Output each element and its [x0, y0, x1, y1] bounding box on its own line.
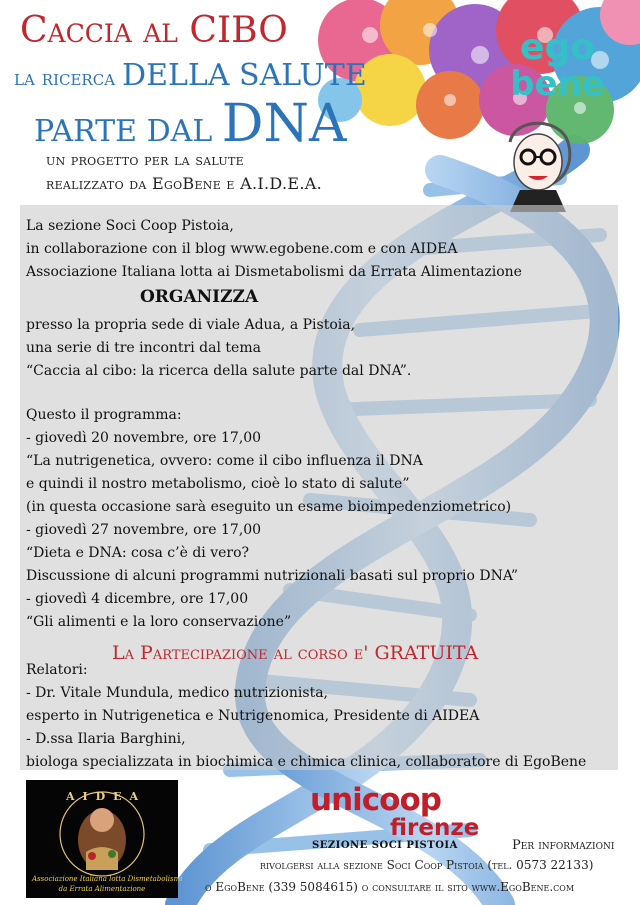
sezione-soci-label: SEZIONE SOCI PISTOIA [312, 840, 458, 851]
details-line: una serie di tre incontri dal tema [26, 340, 261, 356]
egobene-logo [490, 27, 625, 105]
speakers-line: biologa specializzata in biochimica e chimica clinica, collaboratore di EgoBene [26, 754, 587, 770]
aidea-letter: E [113, 790, 122, 803]
program-line: - giovedì 20 novembre, ore 17,00 [26, 430, 262, 446]
project-line-1: un progetto per la salute [46, 150, 244, 169]
egobene-logo-top: ego [520, 27, 595, 68]
info-contact-line: rivolgersi alla sezione Soci Coop Pistoia (tel. 0573 22133) [260, 858, 594, 872]
intro-line: Associazione Italiana lotta ai Dismetabolismi da Errata Alimentazione [26, 264, 522, 280]
details-line: presso la propria sede di viale Adua, a Pistoia, [26, 317, 356, 333]
page-title: Caccia al CIBO [20, 10, 288, 51]
info-heading: Per informazioni [512, 838, 615, 853]
details-line: “Caccia al cibo: la ricerca della salute parte dal DNA”. [26, 363, 412, 379]
program-line: - giovedì 4 dicembre, ore 17,00 [26, 591, 249, 607]
aidea-letter: A [129, 790, 138, 803]
subtitle-line-2-b: DNA [221, 94, 347, 154]
aidea-letter: D [95, 790, 106, 803]
speakers-line: esperto in Nutrigenetica e Nutrigenomica, Presidente di AIDEA [26, 708, 480, 724]
unicoop-uni: uni [310, 782, 362, 818]
woman-illustration [490, 112, 580, 212]
program-line: “La nutrigenetica, ovvero: come il cibo influenza il DNA [26, 453, 423, 469]
free-participation-banner: La Partecipazione al corso e' GRATUITA [112, 642, 479, 664]
speakers-line: Relatori: [26, 662, 88, 678]
subtitle-line-1 [14, 58, 367, 93]
subtitle-line-2 [34, 94, 347, 154]
intro-line: La sezione Soci Coop Pistoia, [26, 218, 234, 234]
organizza-heading: ORGANIZZA [140, 287, 259, 307]
aidea-letter: A [66, 790, 75, 803]
aidea-logo [26, 780, 183, 898]
speakers-line: - D.ssa Ilaria Barghini, [26, 731, 186, 747]
egobene-logo-bottom: bene [510, 64, 605, 104]
program-line: Discussione di alcuni programmi nutrizionali basati sul proprio DNA” [26, 568, 519, 584]
intro-line: in collaborazione con il blog www.egobene.com e con AIDEA [26, 241, 458, 257]
program-line: (in questa occasione sarà eseguito un esame bioimpedenziometrico) [26, 499, 512, 515]
aidea-caption-line-2: da Errata Alimentazione [58, 885, 146, 893]
subtitle-line-2-a: PARTE DAL [34, 114, 222, 149]
program-line: “Gli alimenti e la loro conservazione” [26, 614, 292, 630]
program-line: - giovedì 27 novembre, ore 17,00 [26, 522, 262, 538]
project-line-2: realizzato da EgoBene e A.I.D.E.A. [46, 174, 322, 193]
unicoop-coop: coop [361, 782, 441, 818]
info-website-line: o EgoBene (339 5084615) o consultare il sito www.EgoBene.com [205, 880, 575, 894]
program-line: Questo il programma: [26, 407, 182, 423]
speakers-line: - Dr. Vitale Mundula, medico nutrizionista, [26, 685, 328, 701]
aidea-caption-line-1: Associazione Italiana lotta Dismetabolismi [32, 875, 183, 883]
unicoop-logo [310, 782, 441, 818]
subtitle-line-1-a: la ricerca [14, 66, 123, 91]
program-line: “Dieta e DNA: cosa c’è di vero? [26, 545, 250, 561]
unicoop-firenze: firenze [390, 815, 480, 841]
aidea-letter: I [82, 790, 88, 803]
program-line: e quindi il nostro metabolismo, cioè lo stato di salute” [26, 476, 410, 492]
subtitle-line-1-b: DELLA SALUTE [122, 58, 367, 93]
